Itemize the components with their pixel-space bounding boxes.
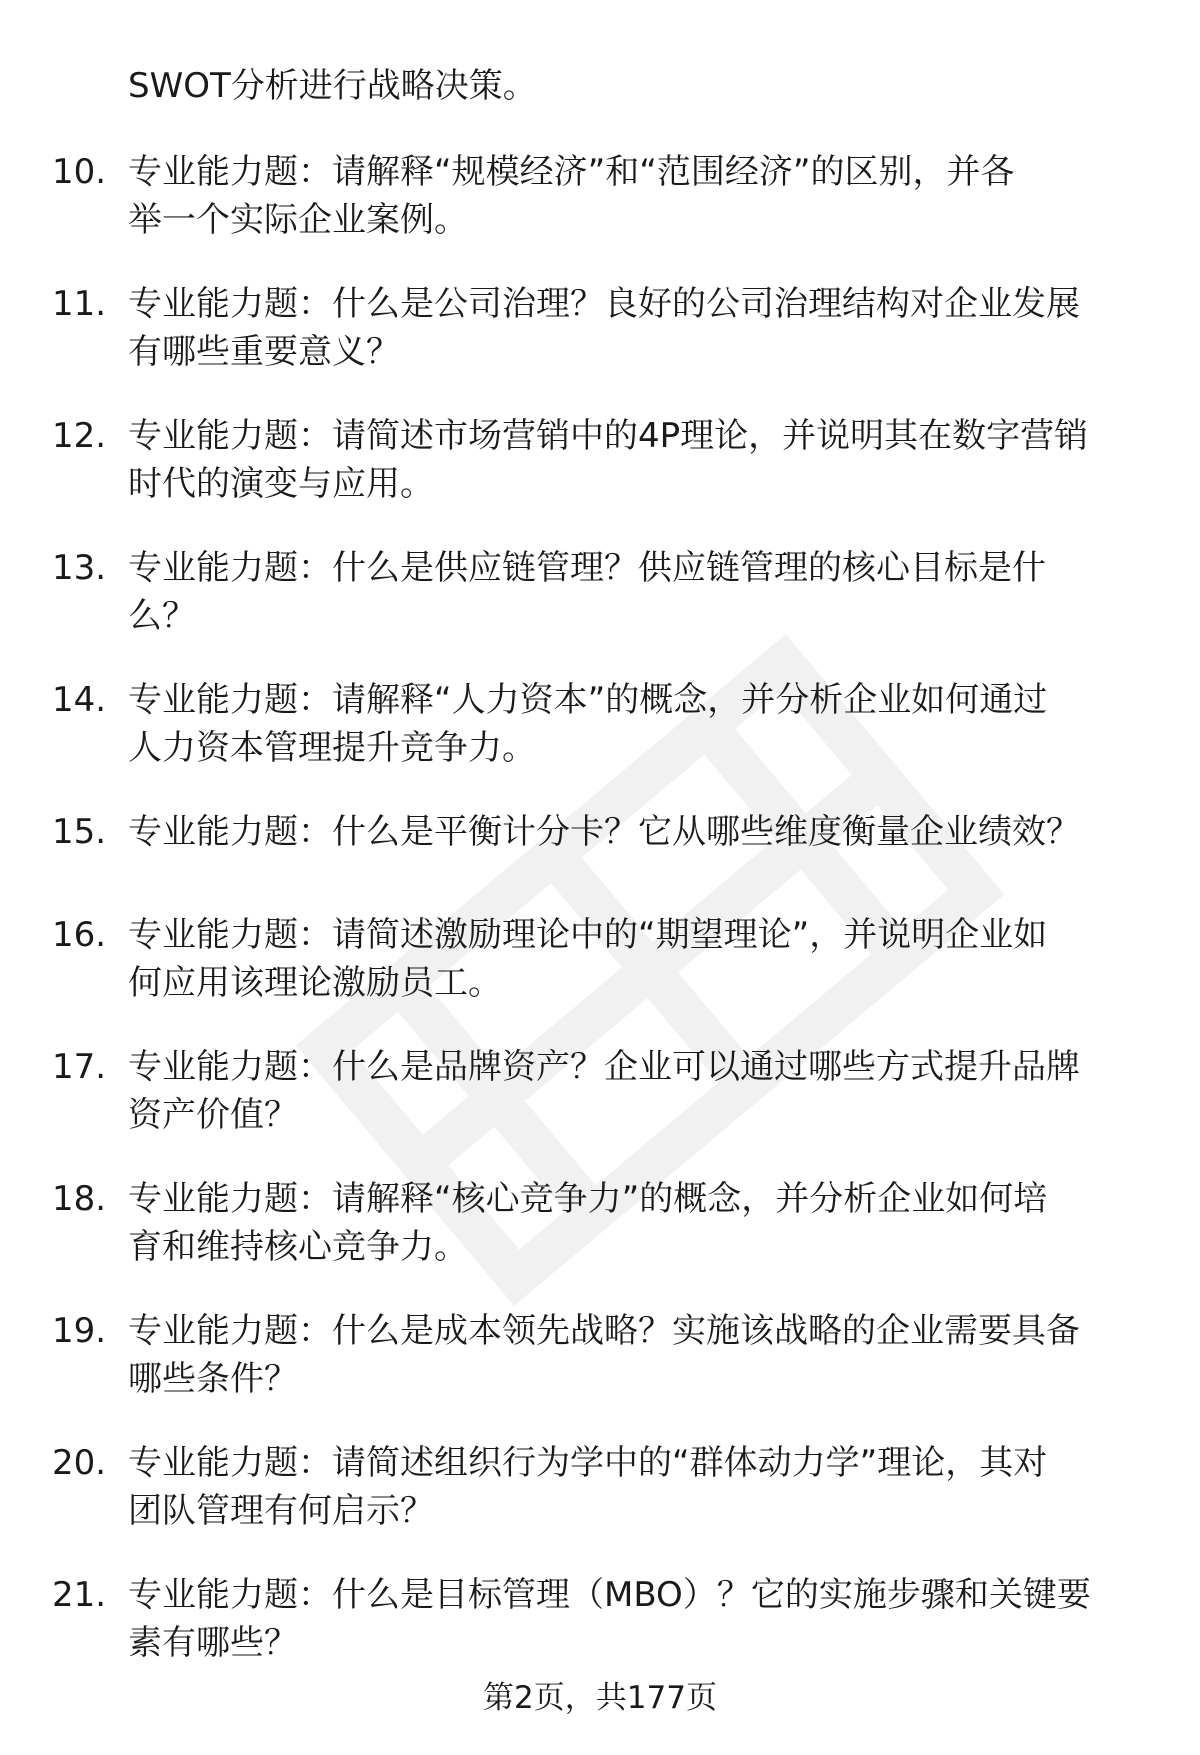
question-item xyxy=(0,1175,1200,1307)
question-line: 时代的演变与应用。 xyxy=(128,464,434,504)
question-item xyxy=(0,412,1200,544)
question-list xyxy=(0,148,1200,1703)
question-item xyxy=(0,676,1200,808)
question-text xyxy=(128,1175,1168,1271)
question-number: 12. xyxy=(52,416,107,456)
question-line: 专业能力题：请解释“规模经济”和“范围经济”的区别，并各 xyxy=(128,152,1015,192)
question-line: 专业能力题：请解释“人力资本”的概念，并分析企业如何通过 xyxy=(128,680,1048,720)
question-number: 15. xyxy=(52,812,107,852)
question-line: 专业能力题：什么是平衡计分卡？它从哪些维度衡量企业绩效？ xyxy=(128,812,1080,852)
question-item xyxy=(0,544,1200,676)
question-line: 么？ xyxy=(128,596,196,636)
question-number: 21. xyxy=(52,1575,107,1615)
question-line: 专业能力题：什么是成本领先战略？实施该战略的企业需要具备 xyxy=(128,1311,1080,1351)
page-footer: 第2页，共177页 xyxy=(483,1680,717,1716)
question-text xyxy=(128,412,1168,508)
question-line: 人力资本管理提升竞争力。 xyxy=(128,728,536,768)
question-number: 14. xyxy=(52,680,107,720)
question-text xyxy=(128,544,1168,640)
question-item xyxy=(0,148,1200,280)
question-line: 专业能力题：什么是公司治理？良好的公司治理结构对企业发展 xyxy=(128,284,1080,324)
question-item xyxy=(0,280,1200,412)
question-item xyxy=(0,1043,1200,1175)
question-line: 专业能力题：请简述激励理论中的“期望理论”，并说明企业如 xyxy=(128,915,1048,955)
question-text xyxy=(128,1307,1168,1403)
question-line: 举一个实际企业案例。 xyxy=(128,200,468,240)
question-text xyxy=(128,1043,1168,1139)
question-text xyxy=(128,148,1168,244)
question-number: 11. xyxy=(52,284,107,324)
question-text xyxy=(128,676,1168,772)
continuation-line: SWOT分析进行战略决策。 xyxy=(128,66,537,106)
question-line: 团队管理有何启示？ xyxy=(128,1491,434,1531)
question-number: 18. xyxy=(52,1179,107,1219)
question-item xyxy=(0,808,1200,911)
question-text xyxy=(128,808,1168,856)
question-line: 专业能力题：什么是品牌资产？企业可以通过哪些方式提升品牌 xyxy=(128,1047,1080,1087)
question-number: 16. xyxy=(52,915,107,955)
question-line: 何应用该理论激励员工。 xyxy=(128,963,502,1003)
question-line: 资产价值？ xyxy=(128,1095,298,1135)
question-line: 专业能力题：什么是供应链管理？供应链管理的核心目标是什 xyxy=(128,548,1046,588)
question-line: 有哪些重要意义？ xyxy=(128,332,400,372)
question-text xyxy=(128,911,1168,1007)
question-item xyxy=(0,1307,1200,1439)
question-line: 素有哪些？ xyxy=(128,1623,298,1663)
question-number: 13. xyxy=(52,548,107,588)
question-number: 20. xyxy=(52,1443,107,1483)
question-number: 17. xyxy=(52,1047,107,1087)
question-line: 哪些条件？ xyxy=(128,1359,298,1399)
question-item xyxy=(0,1439,1200,1571)
question-text xyxy=(128,1439,1168,1535)
question-item xyxy=(0,911,1200,1043)
question-number: 10. xyxy=(52,152,107,192)
question-text xyxy=(128,1571,1168,1667)
question-line: 专业能力题：请解释“核心竞争力”的概念，并分析企业如何培 xyxy=(128,1179,1048,1219)
question-line: 专业能力题：请简述市场营销中的4P理论，并说明其在数字营销 xyxy=(128,416,1089,456)
question-number: 19. xyxy=(52,1311,107,1351)
question-text xyxy=(128,280,1168,376)
question-line: 专业能力题：请简述组织行为学中的“群体动力学”理论，其对 xyxy=(128,1443,1048,1483)
question-line: 育和维持核心竞争力。 xyxy=(128,1227,468,1267)
question-line: 专业能力题：什么是目标管理（MBO）？它的实施步骤和关键要 xyxy=(128,1575,1091,1615)
